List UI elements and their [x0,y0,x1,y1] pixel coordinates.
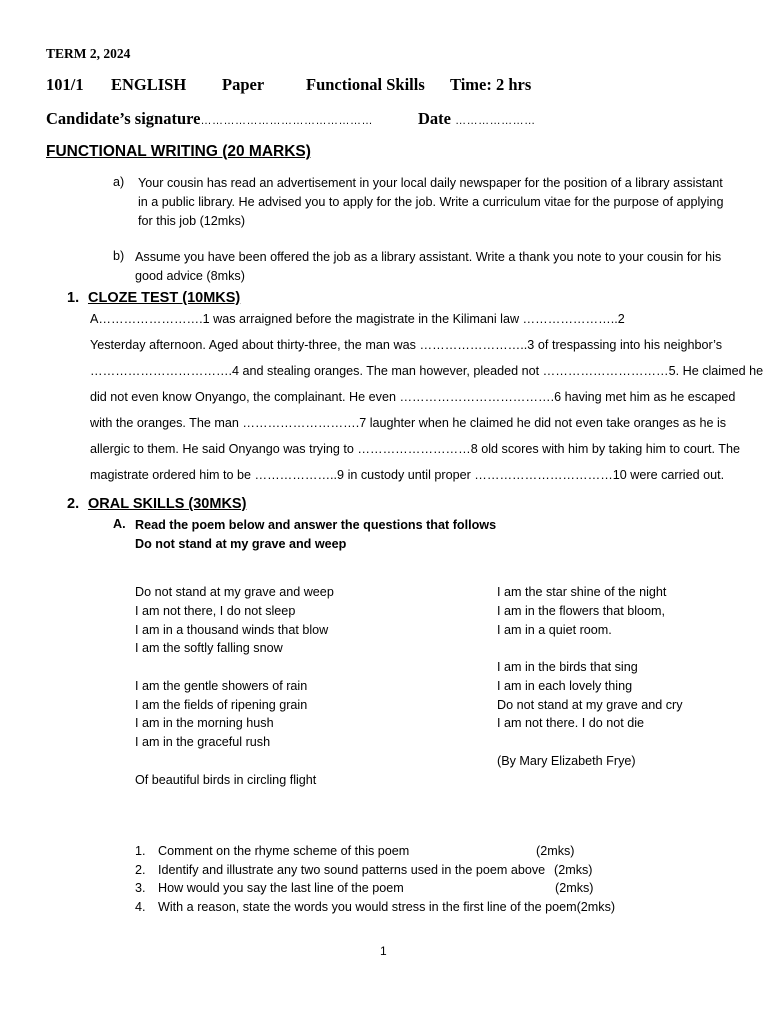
cloze-line-6: allergic to them. He said Onyango was trying to ………………………8 old scores with him by taking him to court. The [90,442,740,456]
poem-line: I am not there, I do not sleep [135,603,296,618]
task-b-text: Assume you have been offered the job as a library assistant. Write a thank you note to your cousin for his good advice (8mks) [135,250,722,283]
part-a-label: A. [113,517,126,531]
question-text: How would you say the last line of the poem [158,881,404,895]
exam-time: Time: 2 hrs [450,75,532,94]
cloze-line-3: …………………………….4 and stealing oranges. The man however, pleaded not …………………………5. He claimed he [90,364,764,378]
poem-author: (By Mary Elizabeth Frye) [497,753,636,768]
poem-line: I am in each lovely thing [497,678,633,693]
oral-section-title [67,495,246,513]
oral-number: 2. [67,496,80,512]
signature-dots: ……………………………………… [200,115,373,127]
cloze-line-7: magistrate ordered him to be ………………..9 in custody until proper ……………………………10 were carried out. [90,468,725,482]
poem-stanza [135,583,334,658]
poem-stanza [497,752,683,771]
date-line [418,109,536,129]
poem-line: Do not stand at my grave and weep [135,585,334,599]
cloze-line-4: did not even know Onyango, the complainant. He even ……………………………….6 having met him as he escaped [90,390,736,404]
cloze-section-title [67,289,240,307]
task-a-label: a) [113,175,125,189]
signature-line [46,109,373,129]
cloze-number: 1. [67,290,80,306]
question-number: 1. [135,844,146,858]
paper-label: Paper [222,75,265,94]
poem-line: I am the softly falling snow [135,641,283,656]
question-item [135,898,615,917]
poem-right-column [497,583,683,789]
term-label: TERM 2, 2024 [46,46,131,61]
question-marks: (2mks) [555,881,594,895]
poem-instruction: Read the poem below and answer the questions that follows [135,518,497,532]
poem-line: Of beautiful birds in circling flight [135,772,317,787]
poem-line: Do not stand at my grave and cry [497,697,683,712]
date-dots: ………………… [455,115,536,127]
question-marks: (2mks) [576,899,616,914]
question-marks: (2mks) [536,844,575,858]
oral-heading: ORAL SKILLS (30MKS) [87,496,247,512]
poem-line: I am in a quiet room. [497,622,612,637]
poem-stanza [497,658,683,733]
poem-line: I am the gentle showers of rain [135,678,308,693]
subject-name: ENGLISH [111,75,187,94]
paper-name: Functional Skills [306,75,425,94]
poem-line: I am in a thousand winds that blow [135,622,329,637]
cloze-line-2: Yesterday afternoon. Aged about thirty-three, the man was ……………………..3 of trespassing into his neighbor’s [90,338,722,352]
poem-stanza [497,583,683,639]
poem-line: I am not there. I do not die [497,716,645,731]
poem-questions [135,842,615,916]
paper-code: 101/1 [46,75,84,94]
poem-line: I am in the morning hush [135,716,274,731]
question-number: 4. [135,899,146,914]
question-number: 2. [135,862,146,877]
poem-instructions [135,516,496,554]
cloze-line-1: A…………………….1 was arraigned before the magistrate in the Kilimani law …………………..2 [90,312,625,326]
poem-line: I am in the birds that sing [497,659,638,674]
question-item [135,842,615,861]
poem-title: Do not stand at my grave and weep [135,537,347,551]
task-b-label: b) [113,249,125,263]
poem-left-column [135,583,334,808]
poem-stanza [135,771,334,790]
poem-stanza [135,677,334,752]
question-item [135,861,615,880]
poem-line: I am the star shine of the night [497,585,667,599]
cloze-heading: CLOZE TEST (10MKS) [87,290,241,306]
poem-line: I am in the graceful rush [135,735,271,750]
poem-line: I am the fields of ripening grain [135,697,308,712]
question-text: Comment on the rhyme scheme of this poem [158,844,410,858]
question-number: 3. [135,881,146,895]
question-text: With a reason, state the words you would stress in the first line of the poem [158,899,577,914]
cloze-passage [90,306,764,488]
question-marks: (2mks) [554,862,593,877]
page-number: 1 [380,944,387,958]
question-item [135,879,615,898]
date-label: Date [418,109,451,128]
functional-writing-heading: FUNCTIONAL WRITING (20 MARKS) [46,143,311,160]
cloze-line-5: with the oranges. The man ……………………….7 laughter when he claimed he did not even take oranges as he is [90,416,727,430]
question-text: Identify and illustrate any two sound patterns used in the poem above [158,862,546,877]
signature-label: Candidate’s signature [46,109,201,128]
poem-line: I am in the flowers that bloom, [497,603,665,618]
task-a-text: Your cousin has read an advertisement in your local daily newspaper for the position of a library assistant in a public library. He advised you to apply for the job. Write a curriculum vitae for the purpose of applying for this job (12mks) [138,176,724,228]
